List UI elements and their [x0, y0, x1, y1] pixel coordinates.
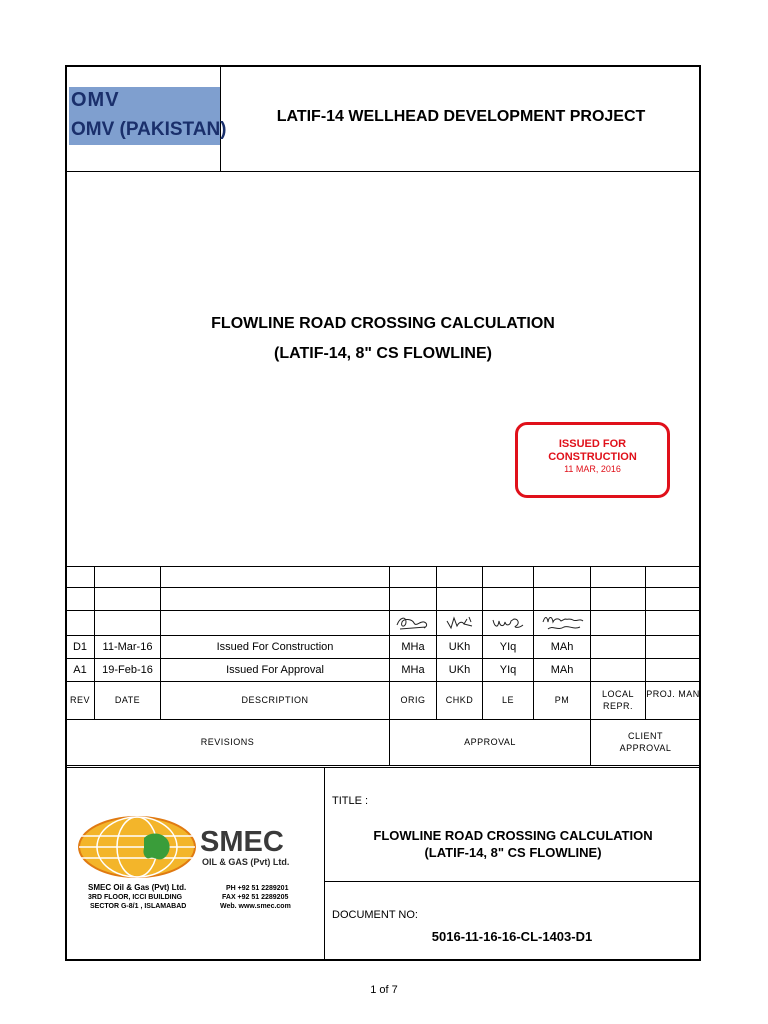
- document-title-line1: FLOWLINE ROAD CROSSING CALCULATION: [211, 315, 555, 332]
- stamp-line2: CONSTRUCTION: [548, 451, 637, 463]
- header-bottom-line: [66, 171, 700, 172]
- stamp-date: 11 MAR, 2016: [564, 464, 621, 474]
- client-approval-line2: APPROVAL: [619, 743, 672, 753]
- phone: PH +92 51 2289201: [226, 885, 289, 892]
- description-cell: Issued For Construction: [216, 641, 334, 653]
- table-line: [66, 610, 700, 611]
- document-no-label: DOCUMENT NO:: [332, 909, 418, 921]
- header-orig: ORIG: [400, 695, 426, 705]
- table-line: [66, 681, 700, 682]
- header-chkd: CHKD: [445, 695, 474, 705]
- address-line2: 3RD FLOOR, ICCI BUILDING: [88, 894, 183, 901]
- client-approval-line1: CLIENT: [627, 731, 663, 741]
- table-line: [66, 719, 700, 720]
- pm-cell: MAh: [550, 664, 574, 676]
- table-line: [66, 635, 700, 636]
- orig-cell: MHa: [401, 664, 425, 676]
- fax: FAX +92 51 2289205: [222, 894, 289, 901]
- document-title-line2: (LATIF-14, 8" CS FLOWLINE): [274, 345, 492, 362]
- smec-logo-subtext: OIL & GAS (Pvt) Ltd.: [202, 857, 290, 867]
- table-line: [66, 566, 700, 567]
- orig-cell: MHa: [401, 641, 425, 653]
- website: Web. www.smec.com: [220, 903, 291, 910]
- chkd-cell: UKh: [448, 641, 471, 653]
- footer-mid-line: [324, 881, 700, 882]
- header-rev: REV: [69, 695, 90, 705]
- smec-logo-text: SMEC: [200, 826, 284, 858]
- chkd-cell: UKh: [448, 664, 471, 676]
- header-description: DESCRIPTION: [241, 695, 309, 705]
- project-title: LATIF-14 WELLHEAD DEVELOPMENT PROJECT: [276, 108, 646, 125]
- le-cell: YIq: [499, 664, 517, 676]
- stamp-line1: ISSUED FOR: [558, 438, 627, 450]
- rev-cell: D1: [72, 641, 88, 653]
- approval-label: APPROVAL: [464, 737, 516, 747]
- title-label: TITLE :: [332, 795, 369, 807]
- description-cell: Issued For Approval: [226, 664, 324, 676]
- header-date: DATE: [114, 695, 141, 705]
- revisions-label: REVISIONS: [200, 737, 255, 747]
- table-line: [66, 658, 700, 659]
- page-indicator: 1 of 7: [370, 984, 398, 996]
- date-cell: 11-Mar-16: [102, 641, 153, 653]
- smec-globe-logo: [78, 816, 196, 878]
- header-le: LE: [501, 695, 514, 705]
- header-pm: PM: [554, 695, 570, 705]
- signature-le: [490, 613, 526, 633]
- document-number: 5016-11-16-16-CL-1403-D1: [431, 929, 593, 944]
- signature-chkd: [444, 613, 476, 633]
- signature-pm: [540, 612, 586, 634]
- issued-for-construction-stamp: [515, 422, 670, 498]
- footer-top-line: [66, 767, 700, 768]
- le-cell: YIq: [499, 641, 517, 653]
- omv-logo: [69, 87, 227, 145]
- date-cell: 19-Feb-16: [102, 664, 153, 676]
- footer-title-line1: FLOWLINE ROAD CROSSING CALCULATION: [373, 828, 653, 843]
- table-line: [66, 765, 700, 766]
- header-local-repr: LOCAL REPR.: [601, 689, 634, 711]
- company-name: SMEC Oil & Gas (Pvt) Ltd.: [88, 883, 187, 892]
- pm-cell: MAh: [550, 641, 574, 653]
- client-approval-label: [591, 730, 700, 754]
- address-line3: SECTOR G-8/1 , ISLAMABAD: [90, 903, 187, 910]
- footer-title-line2: (LATIF-14, 8" CS FLOWLINE): [424, 845, 602, 860]
- rev-cell: A1: [73, 664, 87, 676]
- table-line: [66, 587, 700, 588]
- omv-logo-mark: OMV: [71, 89, 120, 111]
- signature-orig: [394, 613, 432, 633]
- omv-logo-name: OMV (PAKISTAN): [71, 119, 227, 140]
- header-proj-man: PROJ. MAN: [646, 689, 700, 699]
- footer-title: [325, 827, 701, 861]
